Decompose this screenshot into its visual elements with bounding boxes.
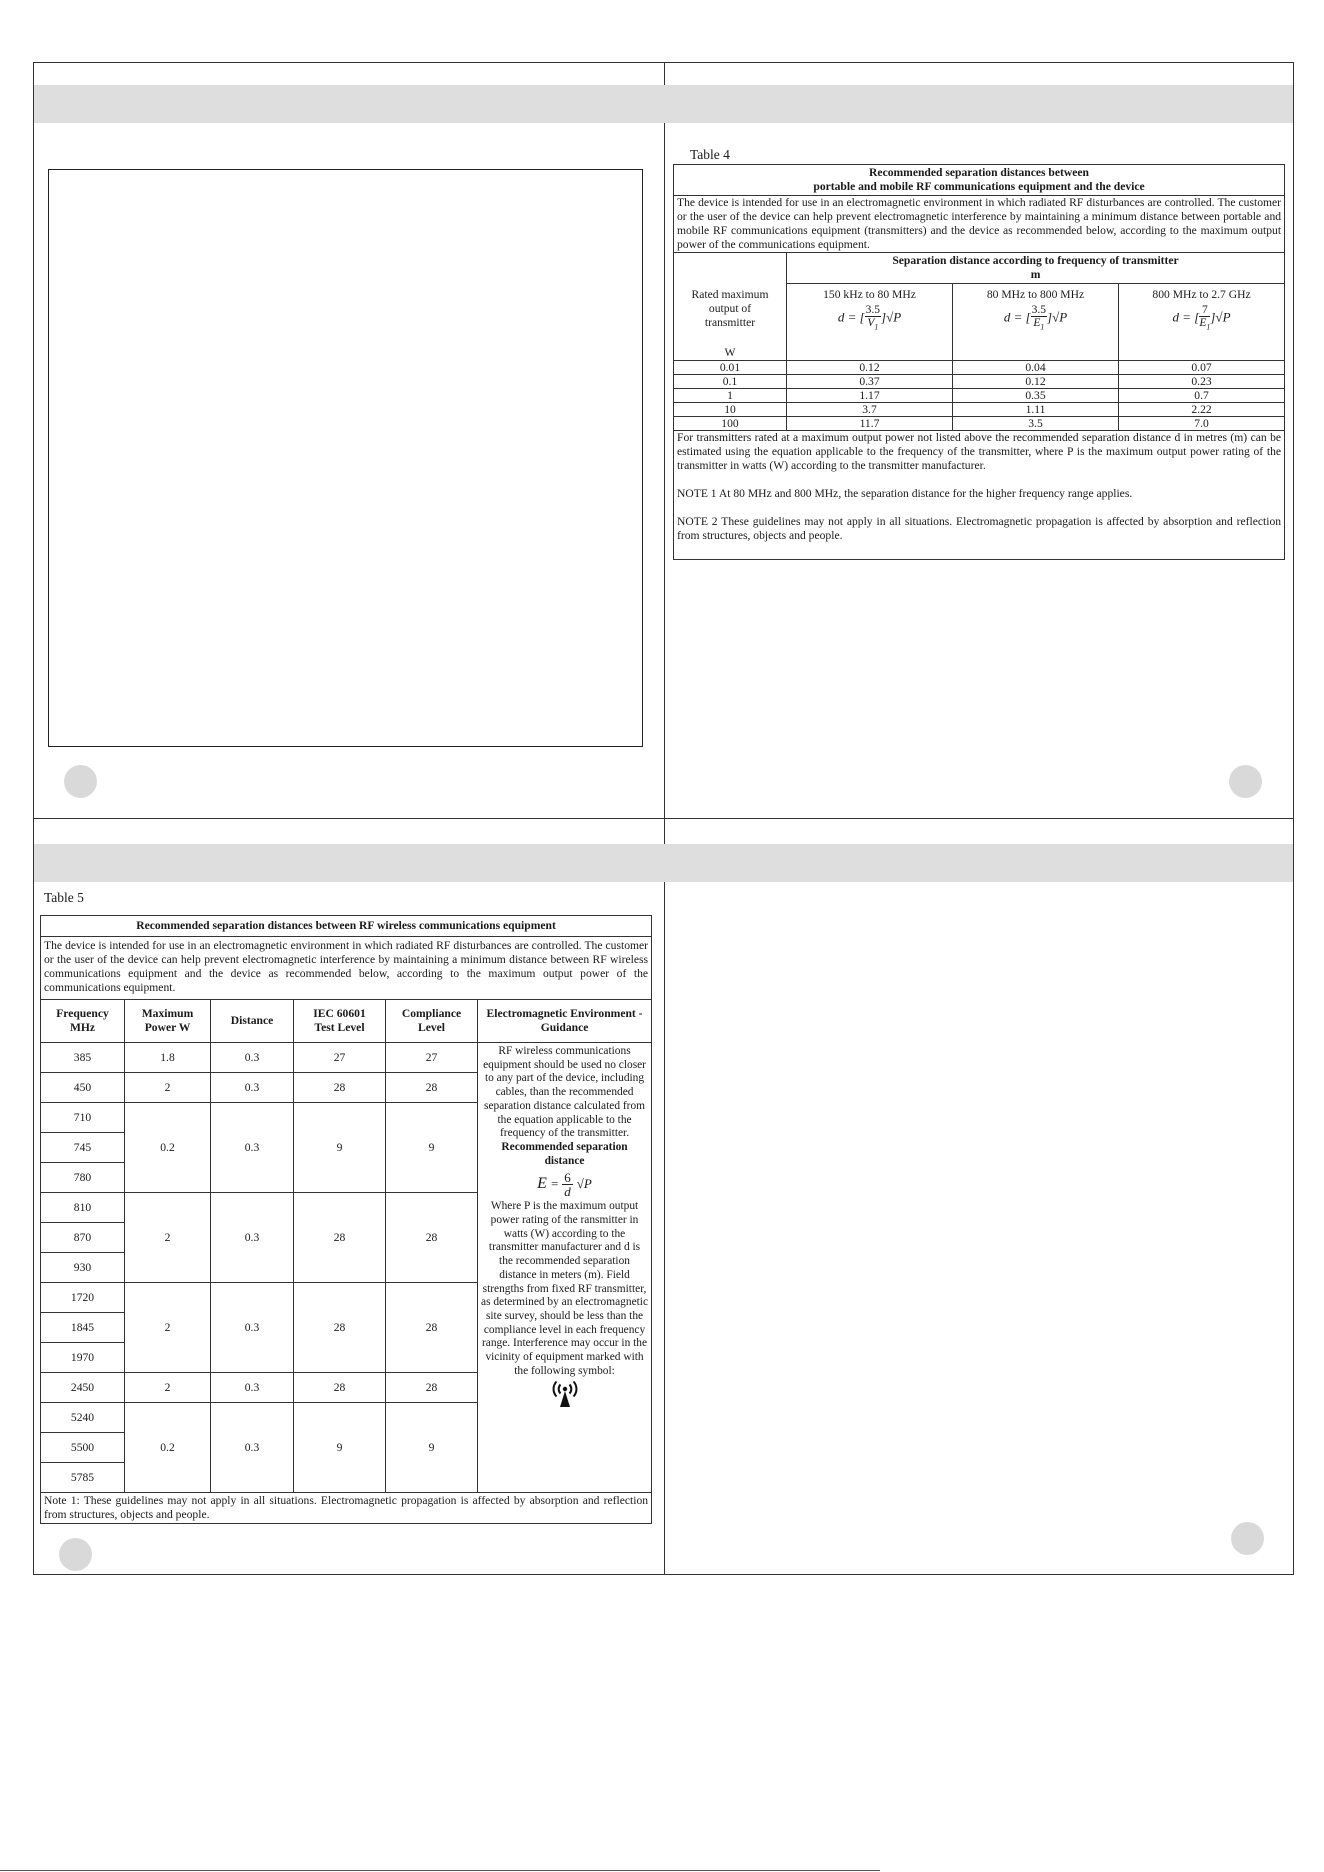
table5-header-distance: Distance [211, 1000, 294, 1043]
table4-band-2: 80 MHz to 800 MHz d = [ $\frac{3.5}{E_1}$ ]√P [953, 284, 1119, 361]
table4-cell: 7.0 [1119, 417, 1285, 431]
table4-row [674, 417, 1285, 431]
table5-compliance-level: 9 [386, 1103, 478, 1193]
table4-cell: 100 [674, 417, 787, 431]
table4-row [674, 361, 1285, 375]
table5-header-row [41, 1000, 652, 1043]
table4-cell: 0.04 [953, 361, 1119, 375]
table5-frequency: 450 [41, 1073, 125, 1103]
table5-frequency: 870 [41, 1223, 125, 1253]
table4-footer-text: For transmitters rated at a maximum output power not listed above the recommended separation distance d in metres (m) can be estimated using the equation applicable to the frequency of the transmitter, where P is the maximum output power rating of the transmitter in watts (W) according to the transmitter manufacturer. [677, 431, 1282, 472]
table5-row [41, 1043, 652, 1073]
table4-footer [674, 431, 1285, 560]
table4-band-3: 800 MHz to 2.7 GHz d = [ $\frac{7}{E_1}$ ]√P [1119, 284, 1285, 361]
table5-frequency: 385 [41, 1043, 125, 1073]
table4-cell: 2.22 [1119, 403, 1285, 417]
table4-cell: 1.11 [953, 403, 1119, 417]
table5-title: Recommended separation distances between RF wireless communications equipment [41, 916, 652, 937]
header-band-top [34, 85, 1293, 123]
table5-frequency: 745 [41, 1133, 125, 1163]
header-band-bottom [34, 844, 1293, 882]
table4-rated-header: Rated maximum output of transmitter W [674, 253, 787, 361]
table4-cell: 0.12 [953, 375, 1119, 389]
table4-cell: 3.7 [787, 403, 953, 417]
table4-cell: 0.07 [1119, 361, 1285, 375]
table5-power: 0.2 [125, 1103, 211, 1193]
table5-distance: 0.3 [211, 1043, 294, 1073]
table4-cell: 0.23 [1119, 375, 1285, 389]
table4-cell: 11.7 [787, 417, 953, 431]
table4-cell: 0.7 [1119, 389, 1285, 403]
table5-compliance-level: 28 [386, 1073, 478, 1103]
table4-cell: 0.35 [953, 389, 1119, 403]
table5-frequency: 2450 [41, 1373, 125, 1403]
table5-frequency: 1970 [41, 1343, 125, 1373]
table4-cell: 1 [674, 389, 787, 403]
table5-distance: 0.3 [211, 1403, 294, 1493]
table5-intro: The device is intended for use in an electromagnetic environment in which radiated RF disturbances are controlled. The customer or the user of the device can help prevent electromagnetic interference by maintaining a minimum distance between RF wireless communications equipment and the device as recommended below, according to the maximum output power of the communications equipment. [41, 937, 652, 1000]
page-marker-circle [1231, 1522, 1264, 1555]
table5-compliance-level: 28 [386, 1373, 478, 1403]
table4 [673, 164, 1284, 560]
table5-header-frequency: Frequency MHz [41, 1000, 125, 1043]
table4-intro: The device is intended for use in an electromagnetic environment in which radiated RF disturbances are controlled. The customer or the user of the device can help prevent electromagnetic interference by maintaining a minimum distance between portable and mobile RF communications equipment (transmitters) and the device as recommended below, according to the maximum output power of the communications equipment. [674, 196, 1285, 253]
table5-note: Note 1: These guidelines may not apply in all situations. Electromagnetic propagation is affected by absorption and reflection from structures, objects and people. [41, 1493, 652, 1524]
table4-cell: 0.37 [787, 375, 953, 389]
page-marker-circle [1229, 765, 1262, 798]
table5-distance: 0.3 [211, 1373, 294, 1403]
table4-formula-3: d = [ $\frac{7}{E_1}$ ]√P [1172, 304, 1231, 332]
empty-frame-box [48, 169, 643, 747]
page-marker-circle [59, 1538, 92, 1571]
table5-iec-level: 27 [294, 1043, 386, 1073]
frame-left-line [33, 62, 34, 1575]
table4-note-1: NOTE 1 At 80 MHz and 800 MHz, the separation distance for the higher frequency range applies. [677, 487, 1133, 500]
table5-power: 2 [125, 1193, 211, 1283]
table5-distance: 0.3 [211, 1283, 294, 1373]
table4-row [674, 403, 1285, 417]
table4-cell: 1.17 [787, 389, 953, 403]
frame-center-line [664, 62, 665, 1575]
table5-header-guidance: Electromagnetic Environment - Guidance [478, 1000, 652, 1043]
table5-iec-level: 9 [294, 1103, 386, 1193]
non-ionizing-radiation-icon [481, 1380, 648, 1413]
table5-header-power: Maximum Power W [125, 1000, 211, 1043]
frame-right-line [1293, 62, 1294, 1575]
table5-frequency: 1720 [41, 1283, 125, 1313]
table5-frequency: 5240 [41, 1403, 125, 1433]
table5-frequency: 930 [41, 1253, 125, 1283]
table5-guidance-heading: Recommended separation distance [501, 1140, 628, 1167]
table5-guidance-text: RF wireless communications equipment should be used no closer to any part of the device, including cables, than the recommended separation distance calculated from the equation applicable to the frequency of the transmitter. [483, 1045, 646, 1140]
table5-frequency: 5785 [41, 1463, 125, 1493]
table5-header-iec: IEC 60601 Test Level [294, 1000, 386, 1043]
table5-power: 2 [125, 1373, 211, 1403]
table4-row [674, 389, 1285, 403]
table4-cell: 3.5 [953, 417, 1119, 431]
table5-frequency: 810 [41, 1193, 125, 1223]
table5-compliance-level: 28 [386, 1283, 478, 1373]
table5-power: 2 [125, 1073, 211, 1103]
table5-iec-level: 28 [294, 1373, 386, 1403]
table4-band-1: 150 kHz to 80 MHz d = [ $\frac{3.5}{V_1}$ ]√P [787, 284, 953, 361]
table5-formula: E = $\frac{6}{d}$ √P [537, 1170, 592, 1200]
table5-distance: 0.3 [211, 1193, 294, 1283]
table5-guidance [478, 1043, 652, 1493]
table5-guidance-detail: Where P is the maximum output power rating of the ransmitter in watts (W) according to the transmitter manufacturer and d is the recommended separation distance in meters (m). Field strengths from fixed RF transmitter, as determined by an electromagnetic site survey, should be less than the compliance level in each frequency range. Interference may occur in the vicinity of equipment marked with the following symbol: [481, 1200, 649, 1377]
bottom-rule [0, 1870, 880, 1871]
table4-cell: 0.01 [674, 361, 787, 375]
table4-cell: 10 [674, 403, 787, 417]
table5-distance: 0.3 [211, 1103, 294, 1193]
table5-frequency: 1845 [41, 1313, 125, 1343]
table4-separation-header: Separation distance according to frequency of transmitter m [787, 253, 1285, 284]
table5-compliance-level: 9 [386, 1403, 478, 1493]
table4-row [674, 375, 1285, 389]
table5-caption: Table 5 [44, 890, 84, 905]
table5-compliance-level: 28 [386, 1193, 478, 1283]
table5-frequency: 710 [41, 1103, 125, 1133]
table5-iec-level: 28 [294, 1193, 386, 1283]
table5-header-compliance: Compliance Level [386, 1000, 478, 1043]
table5-power: 0.2 [125, 1403, 211, 1493]
table5-power: 1.8 [125, 1043, 211, 1073]
table4-cell: 0.12 [787, 361, 953, 375]
table5-power: 2 [125, 1283, 211, 1373]
table4-cell: 0.1 [674, 375, 787, 389]
page-marker-circle [64, 765, 97, 798]
table5-distance: 0.3 [211, 1073, 294, 1103]
table5 [40, 915, 651, 1524]
table5-iec-level: 28 [294, 1283, 386, 1373]
table5-iec-level: 28 [294, 1073, 386, 1103]
table5-frequency: 780 [41, 1163, 125, 1193]
table4-title: Recommended separation distances between portable and mobile RF communications equipment and the device [674, 165, 1285, 196]
table5-compliance-level: 27 [386, 1043, 478, 1073]
table4-formula-1: d = [ $\frac{3.5}{V_1}$ ]√P [837, 304, 902, 332]
table5-frequency: 5500 [41, 1433, 125, 1463]
table5-iec-level: 9 [294, 1403, 386, 1493]
table4-caption: Table 4 [690, 147, 730, 162]
table4-formula-2: d = [ $\frac{3.5}{E_1}$ ]√P [1003, 304, 1068, 332]
table4-note-2: NOTE 2 These guidelines may not apply in all situations. Electromagnetic propagation is affected by absorption and reflection from structures, objects and people. [677, 515, 1282, 542]
